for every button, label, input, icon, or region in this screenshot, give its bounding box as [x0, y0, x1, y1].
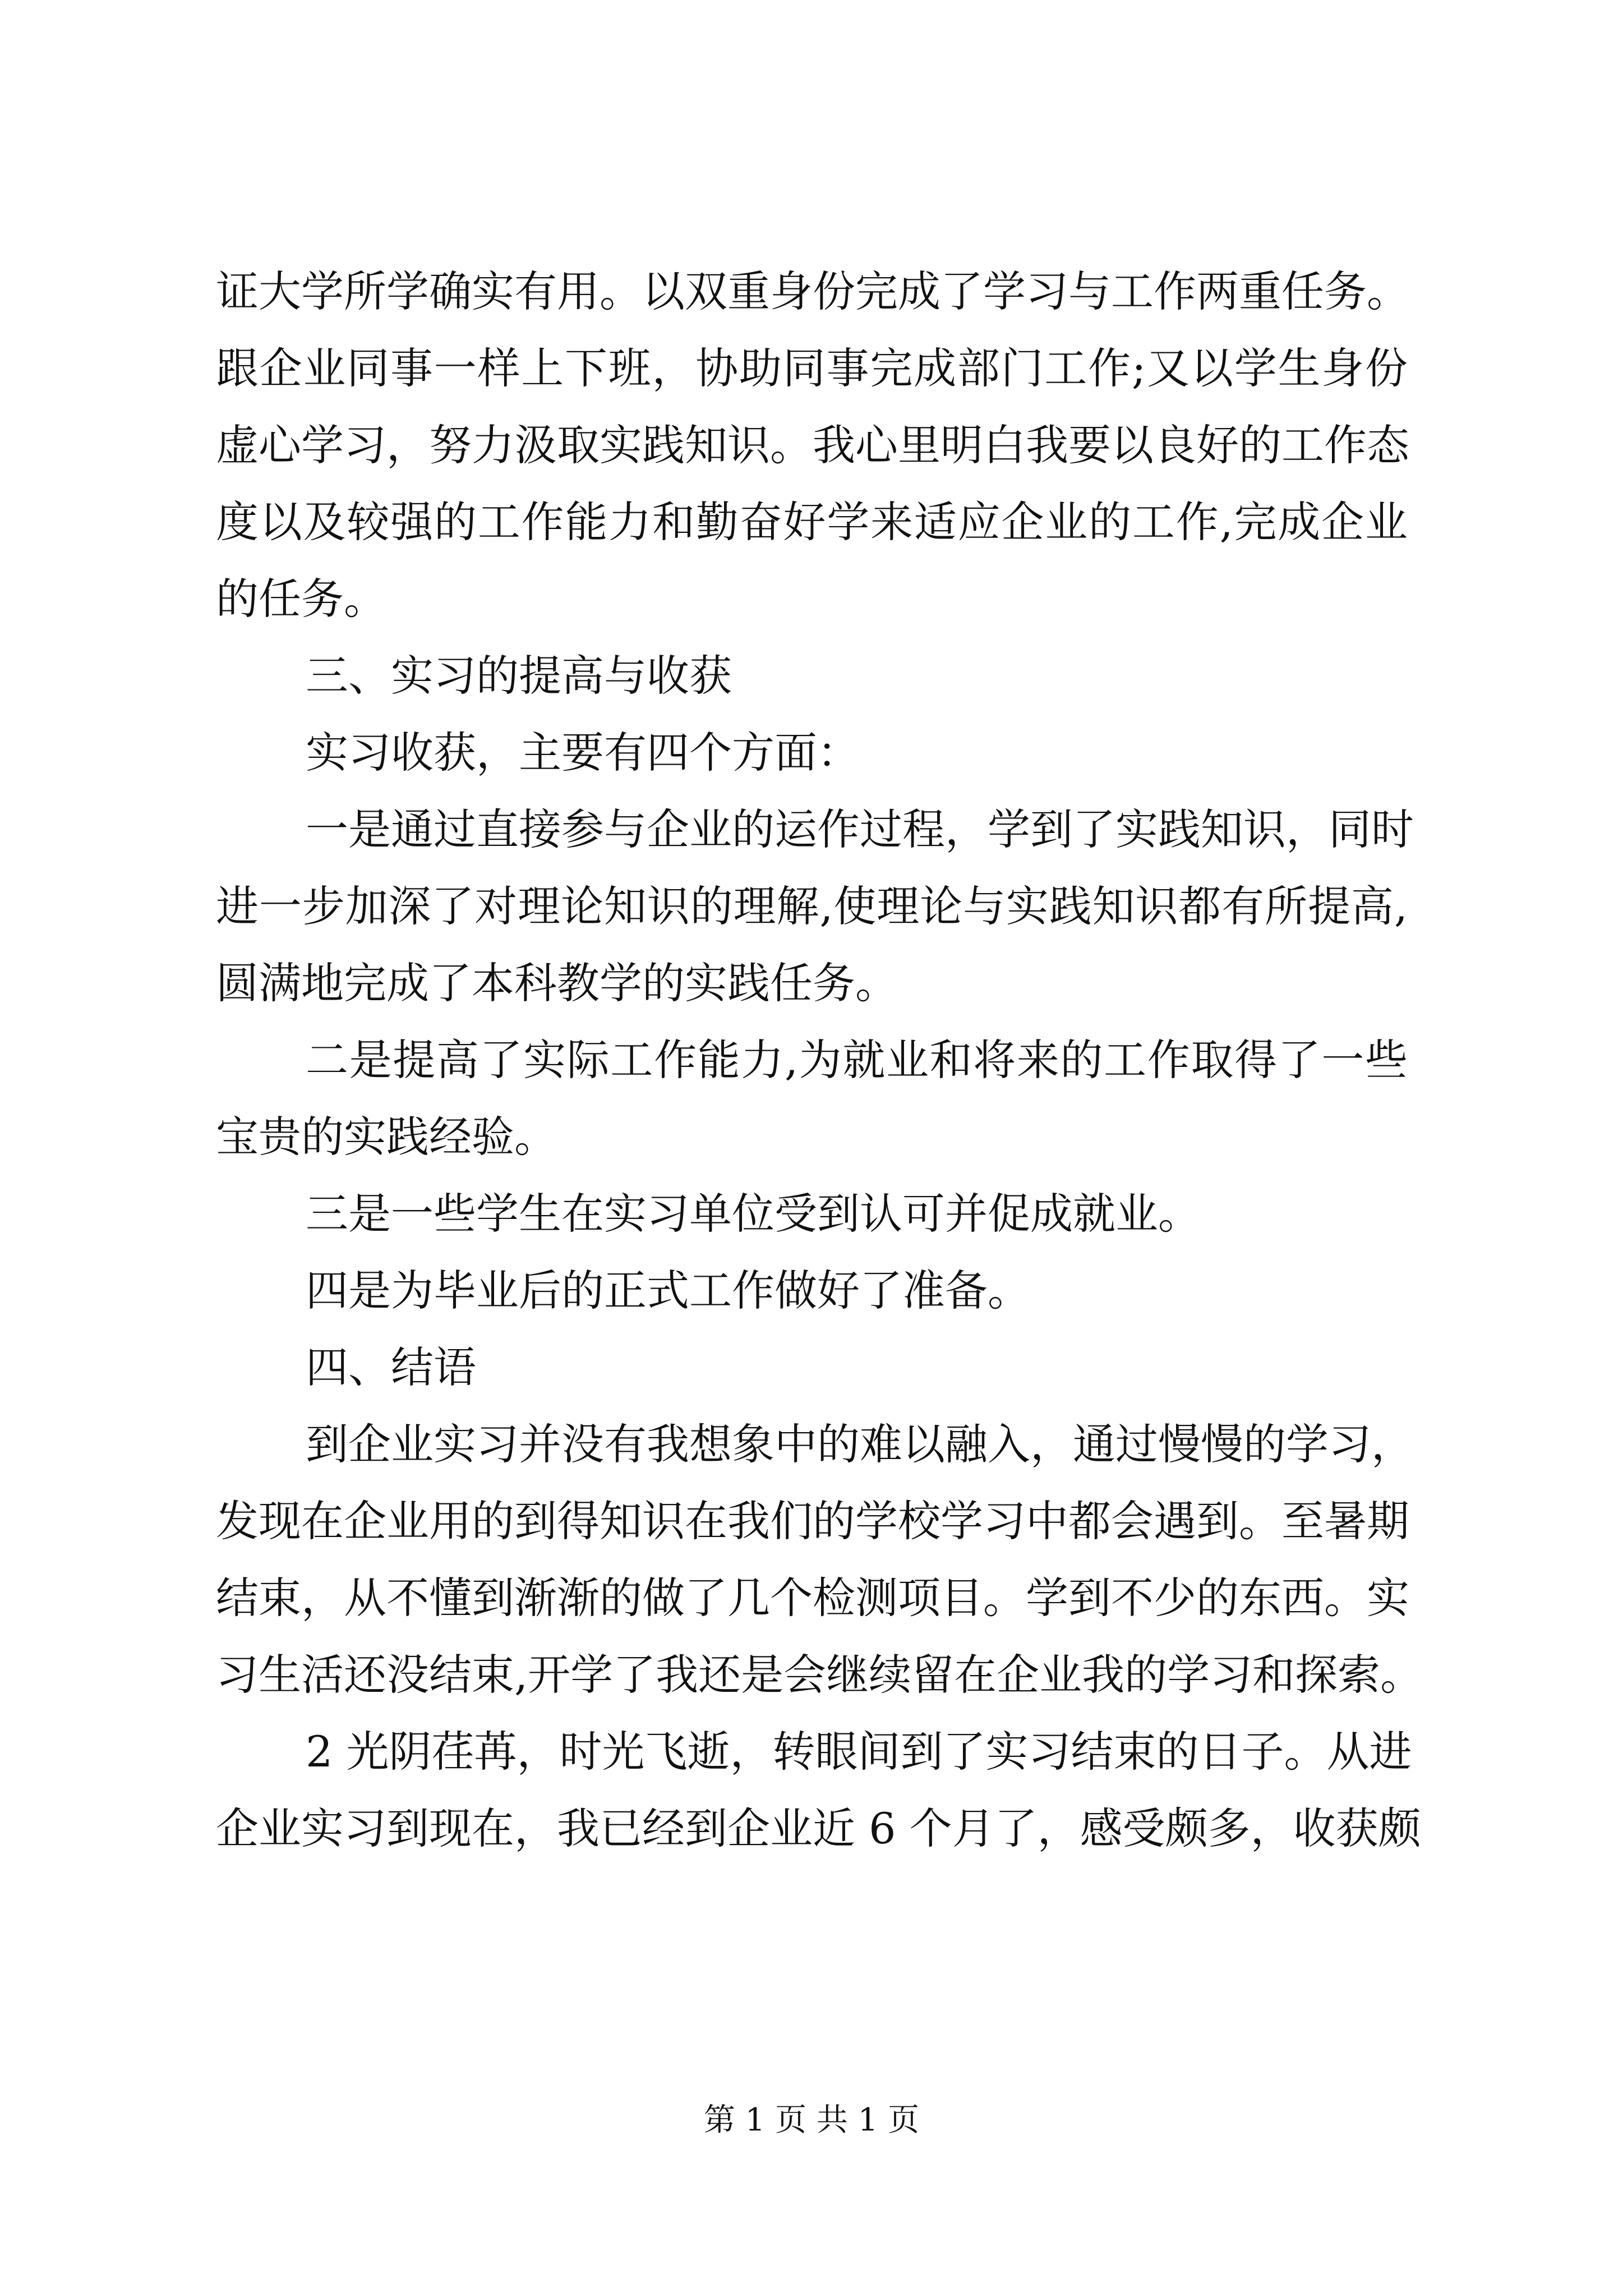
text-line: 2 光阴荏苒，时光飞逝，转眼间到了实习结束的日子。从进 — [306, 1727, 1412, 1777]
text-line: 一是通过直接参与企业的运作过程，学到了实践知识，同时 — [306, 804, 1414, 854]
text-line: 到企业实习并没有我想象中的难以融入，通过慢慢的学习， — [306, 1419, 1414, 1469]
page-footer: 第 1 页 共 1 页 — [703, 2102, 920, 2138]
text-line: 宝贵的实践经验。 — [216, 1112, 557, 1162]
text-line: 的任务。 — [216, 574, 386, 624]
text-line: 虚心学习，努力汲取实践知识。我心里明白我要以良好的工作态 — [216, 420, 1409, 470]
text-line: 结束，从不懂到渐渐的做了几个检测项目。学到不少的东西。实 — [216, 1573, 1409, 1623]
text-line: 四是为毕业后的正式工作做好了准备。 — [306, 1266, 1030, 1315]
section-heading: 三、实习的提高与收获 — [306, 651, 732, 701]
text-line: 进一步加深了对理论知识的理解,使理论与实践知识都有所提高, — [216, 881, 1408, 931]
text-line: 三是一些学生在实习单位受到认可并促成就业。 — [306, 1189, 1201, 1239]
text-line: 习生活还没结束,开学了我还是会继续留在企业我的学习和探索。 — [216, 1650, 1423, 1700]
text-line: 跟企业同事一样上下班，协助同事完成部门工作;又以学生身份 — [216, 343, 1408, 393]
text-line: 实习收获，主要有四个方面： — [306, 728, 860, 777]
text-line: 企业实习到现在，我已经到企业近 6 个月了，感受颇多，收获颇 — [216, 1803, 1421, 1853]
text-line: 圆满地完成了本科教学的实践任务。 — [216, 958, 898, 1008]
text-line: 发现在企业用的到得知识在我们的学校学习中都会遇到。至暑期 — [216, 1496, 1409, 1546]
section-heading: 四、结语 — [306, 1342, 476, 1392]
text-line: 度以及较强的工作能力和勤奋好学来适应企业的工作,完成企业 — [216, 497, 1408, 547]
text-line: 证大学所学确实有用。以双重身份完成了学习与工作两重任务。 — [216, 266, 1409, 316]
text-line: 二是提高了实际工作能力,为就业和将来的工作取得了一些 — [306, 1035, 1408, 1085]
